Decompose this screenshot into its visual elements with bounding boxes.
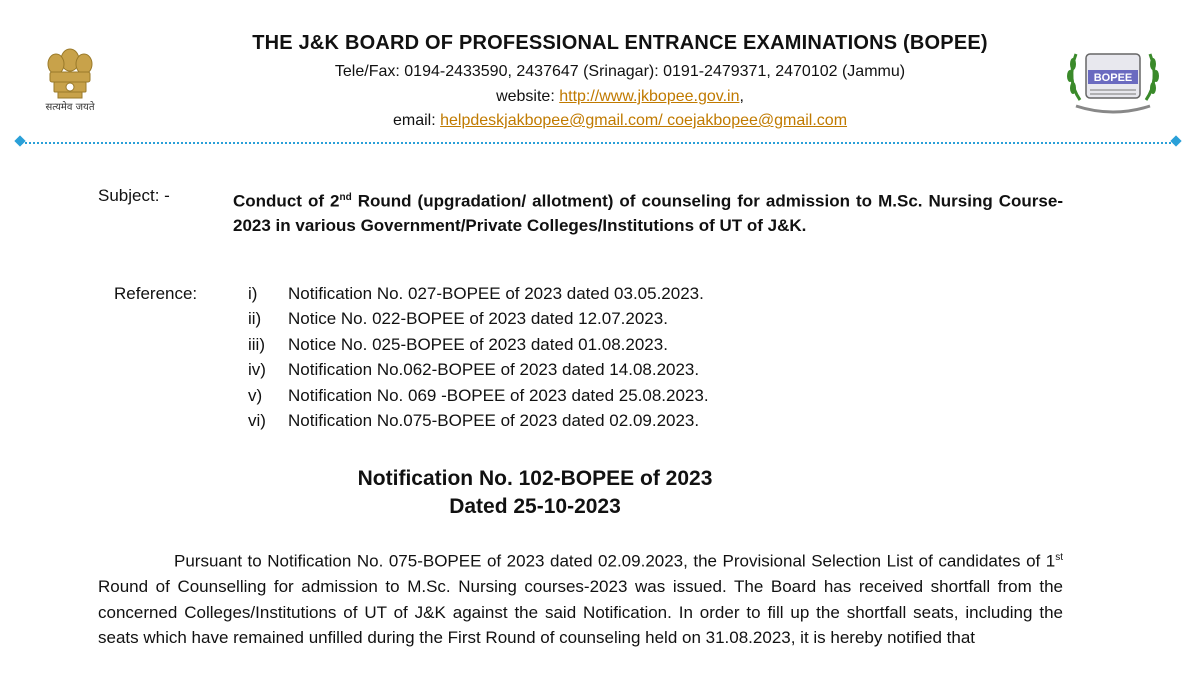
- reference-text: Notification No. 027-BOPEE of 2023 dated 03.05.2023.: [288, 284, 704, 303]
- reference-num: iv): [248, 360, 266, 379]
- website-suffix: ,: [739, 88, 744, 105]
- subject-text: [233, 186, 1063, 238]
- reference-item: [248, 411, 699, 435]
- website-link[interactable]: http://www.jkbopee.gov.in: [559, 88, 740, 105]
- board-title: THE J&K BOARD OF PROFESSIONAL ENTRANCE EXAMINATIONS (BOPEE): [252, 32, 988, 54]
- reference-num: v): [248, 386, 263, 405]
- paragraph-pre: Pursuant to Notification No. 075-BOPEE of 2023 dated 02.09.2023, the Provisional Selection List of candidates of 1: [174, 551, 1056, 571]
- reference-num: vi): [248, 411, 266, 430]
- divider-right-dot: [1170, 135, 1181, 146]
- notification-date: Dated 25-10-2023: [449, 495, 621, 518]
- reference-text: Notice No. 022-BOPEE of 2023 dated 12.07.2023.: [288, 309, 668, 328]
- reference-item: [248, 309, 668, 333]
- website-line: [0, 88, 1200, 106]
- reference-num: ii): [248, 309, 262, 328]
- body-paragraph: [98, 545, 1063, 651]
- reference-num: i): [248, 284, 258, 303]
- divider-left-dot: [14, 135, 25, 146]
- subject-label: Subject: -: [98, 186, 170, 205]
- subject-text-post: Round (upgradation/ allotment) of counseling for admission to M.Sc. Nursing Course-2023 in various Government/Private Colleges/Institutions of UT of J&K.: [233, 191, 1063, 235]
- email-label: email:: [392, 112, 436, 129]
- paragraph-text: [98, 545, 1063, 651]
- notification-number: Notification No. 102-BOPEE of 2023: [357, 467, 713, 490]
- reference-text: Notification No. 069 -BOPEE of 2023 dated 25.08.2023.: [288, 386, 709, 405]
- reference-text: Notification No.075-BOPEE of 2023 dated 02.09.2023.: [288, 411, 700, 430]
- subject-text-pre: Conduct of 2: [233, 191, 340, 211]
- email-line: [0, 112, 1200, 130]
- reference-item: [248, 335, 668, 359]
- emblem-motto: सत्यमेव जयते: [45, 102, 95, 113]
- reference-item: [248, 284, 704, 308]
- website-label: website:: [496, 88, 555, 105]
- reference-label: Reference:: [114, 284, 198, 303]
- reference-num: iii): [248, 335, 265, 354]
- reference-item: [248, 360, 699, 384]
- reference-item: [248, 386, 709, 410]
- reference-text: Notification No.062-BOPEE of 2023 dated 14.08.2023.: [288, 360, 700, 379]
- subject-sup: nd: [339, 192, 352, 203]
- paragraph-post: Round of Counselling for admission to M.Sc. Nursing courses-2023 was issued. The Board has received shortfall from the concerned Colleges/Institutions of UT of J&K against the said Notification. In order to fill up the shortfall seats, including the seats which have remained unfilled during the First Round of counseling held on 31.08.2023, it is hereby notified that: [98, 577, 1063, 648]
- logo-text: BOPEE: [1093, 72, 1133, 84]
- paragraph-sup: st: [1055, 552, 1063, 563]
- email-link[interactable]: helpdeskjakbopee@gmail.com/ coejakbopee@gmail.com: [440, 112, 848, 129]
- telfax-line: Tele/Fax: 0194-2433590, 2437647 (Srinagar): 0191-2479371, 2470102 (Jammu): [334, 63, 906, 80]
- reference-text: Notice No. 025-BOPEE of 2023 dated 01.08.2023.: [288, 335, 668, 354]
- header-divider: [18, 142, 1178, 144]
